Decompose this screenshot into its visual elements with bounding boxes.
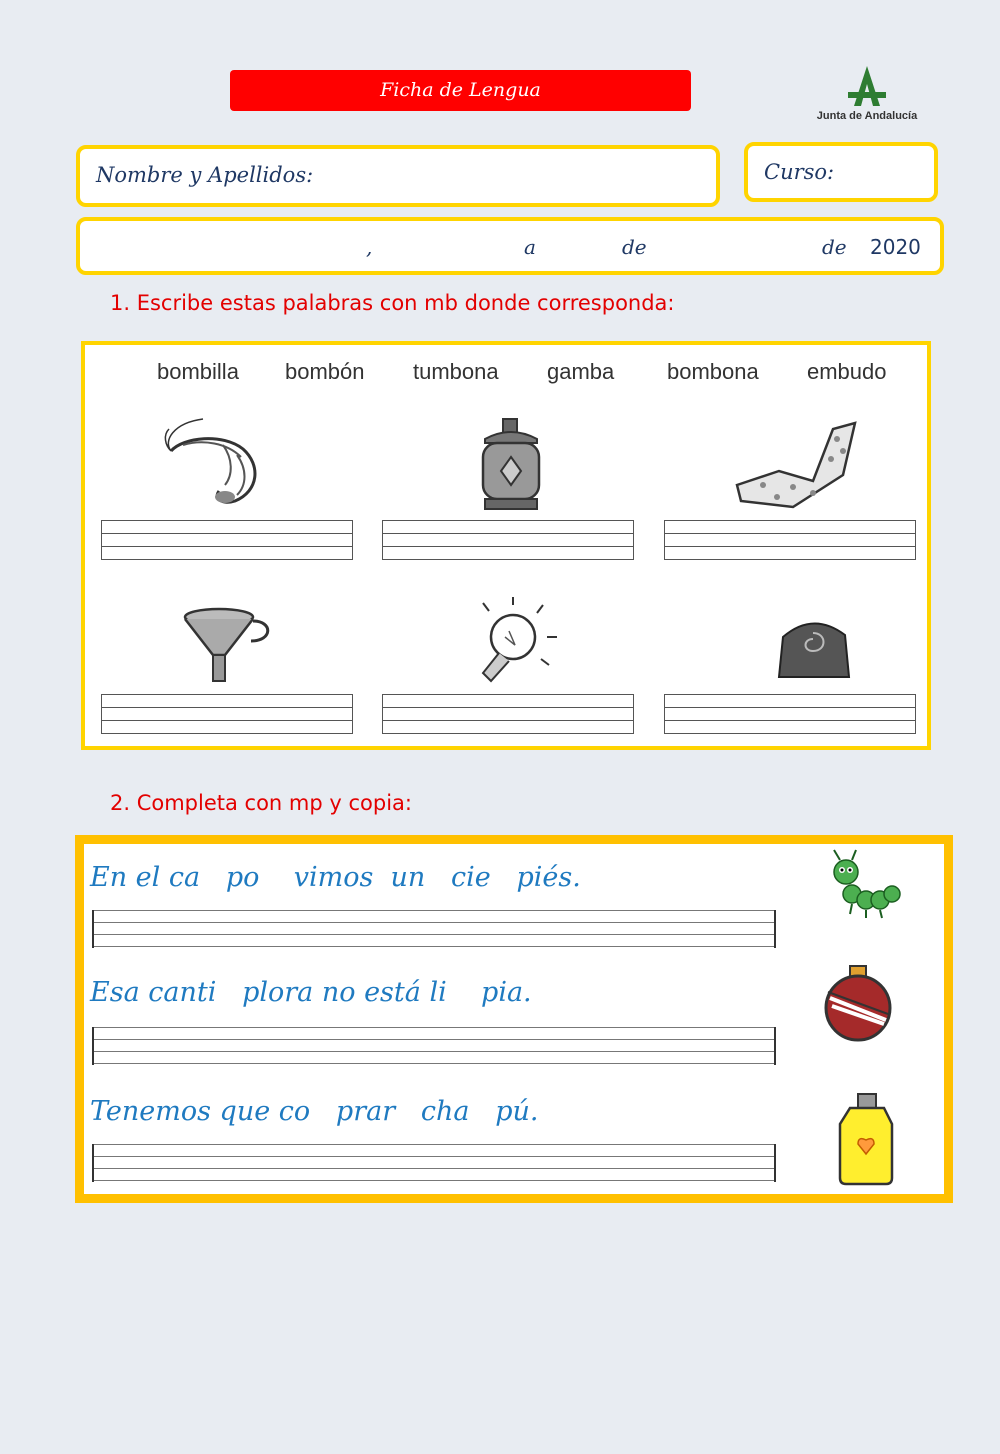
name-field[interactable] xyxy=(76,145,720,207)
write-lines[interactable] xyxy=(664,694,916,734)
word-bombona: bombona xyxy=(667,359,759,384)
copy-line-1[interactable] xyxy=(92,910,776,948)
logo-icon xyxy=(812,62,922,110)
exercise-2-title: 2. Completa con mp y copia: xyxy=(110,791,412,815)
write-lines[interactable] xyxy=(101,520,353,560)
gas-bottle-icon xyxy=(471,415,551,515)
logo-label: Junta de Andalucía xyxy=(816,110,918,122)
junta-andalucia-logo xyxy=(812,62,922,124)
write-lines[interactable] xyxy=(382,520,634,560)
bonbon-icon xyxy=(775,615,855,685)
exercise-1-box xyxy=(81,341,931,750)
sentence-2: Esa canti plora no está li pia. xyxy=(90,977,532,1008)
canteen-icon xyxy=(822,962,897,1042)
shampoo-icon xyxy=(836,1090,901,1190)
light-bulb-icon xyxy=(461,601,561,691)
word-tumbona: tumbona xyxy=(413,359,499,384)
exercise-2-box xyxy=(75,835,953,1203)
deck-chair-icon xyxy=(733,419,863,514)
name-label: Nombre y Apellidos: xyxy=(96,163,314,187)
date-year: 2020 xyxy=(870,235,921,259)
funnel-icon xyxy=(181,607,276,687)
centipede-icon xyxy=(822,848,904,920)
shrimp-icon xyxy=(163,415,278,510)
write-lines[interactable] xyxy=(664,520,916,560)
write-lines[interactable] xyxy=(101,694,353,734)
sentence-3: Tenemos que co prar cha pú. xyxy=(90,1096,539,1127)
copy-line-3[interactable] xyxy=(92,1144,776,1182)
copy-line-2[interactable] xyxy=(92,1027,776,1065)
word-bombon: bombón xyxy=(285,359,365,384)
course-label: Curso: xyxy=(764,160,835,184)
word-gamba: gamba xyxy=(547,359,615,384)
date-de-1: de xyxy=(622,235,647,259)
date-a: a xyxy=(524,235,536,259)
sentence-1: En el ca po vimos un cie piés. xyxy=(90,862,581,893)
word-bombilla: bombilla xyxy=(157,359,239,384)
date-de-2: de xyxy=(822,235,847,259)
word-embudo: embudo xyxy=(807,359,887,384)
worksheet-title: Ficha de Lengua xyxy=(230,70,691,111)
exercise-1-title: 1. Escribe estas palabras con mb donde corresponda: xyxy=(110,291,675,315)
course-field[interactable] xyxy=(744,142,938,202)
write-lines[interactable] xyxy=(382,694,634,734)
date-comma: , xyxy=(366,235,373,259)
date-field[interactable] xyxy=(76,217,944,275)
